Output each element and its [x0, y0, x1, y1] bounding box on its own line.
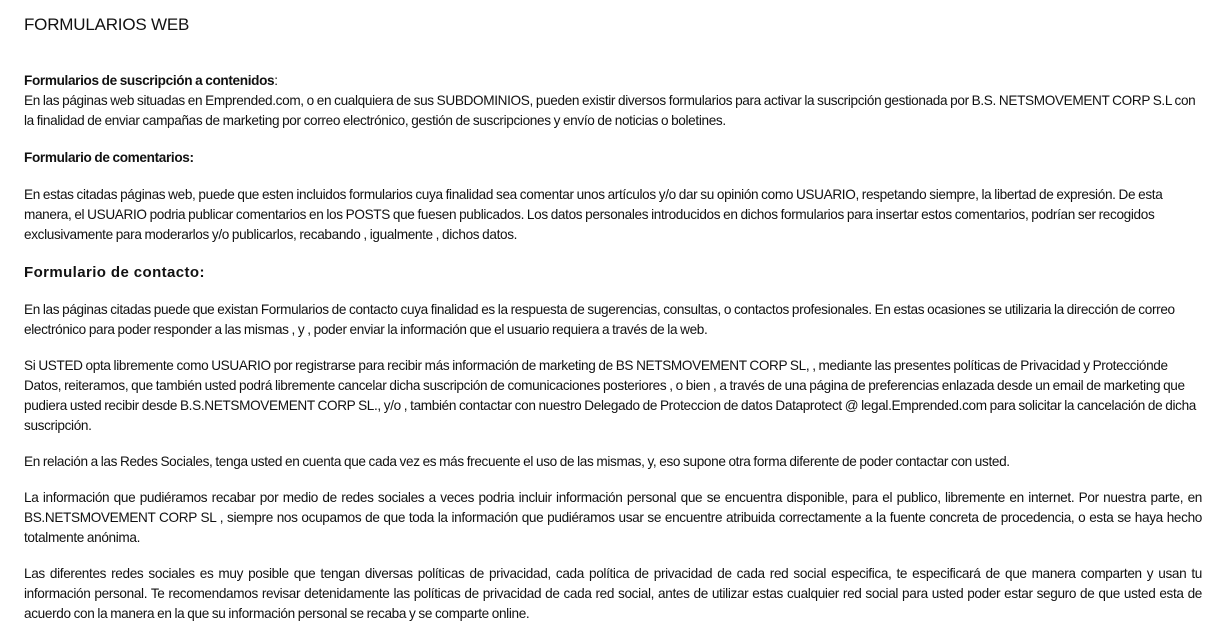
- section-comentarios: [24, 148, 1202, 245]
- section-contacto: [24, 263, 1202, 624]
- contacto-heading: Formulario de contacto:: [24, 264, 205, 281]
- suscripcion-heading-colon: :: [274, 73, 278, 88]
- suscripcion-heading-line: [24, 71, 1202, 91]
- contacto-paragraph-1: En las páginas citadas puede que existan Formularios de contacto cuya finalidad es la respuesta de sugerencias, consultas, o contactos profesionales. En estas ocasiones se utilizaria la dirección de correo electrónico para poder responder a las mismas , y , poder enviar la información que el usuario requiera a través de la web.: [24, 302, 1175, 337]
- suscripcion-heading: Formularios de suscripción a contenidos: [24, 73, 275, 88]
- section-suscripcion: [24, 71, 1202, 131]
- contacto-paragraph-2: Si USTED opta libremente como USUARIO por registrarse para recibir más información de marketing de BS NETSMOVEMENT CORP SL, , mediante las presentes políticas de Privacidad y Protecciónde Datos, reiteramos, que también usted podrá libremente cancelar dicha suscripción de comunicaciones posteriores , o bien , a través de una página de preferencias enlazada desde un email de marketing que pudiera usted recibir desde B.S.NETSMOVEMENT CORP SL., y/o , también contactar con nuestro Delegado de Proteccion de datos Dataprotect @ legal.Emprended.com para solicitar la cancelación de dicha suscripción.: [24, 358, 1196, 433]
- comentarios-text: En estas citadas páginas web, puede que esten incluidos formularios cuya finalidad sea comentar unos artículos y/o dar su opinión como USUARIO, respetando siempre, la libertad de expresión. De esta manera, el USUARIO podria publicar comentarios en los POSTS que fuesen publicados. Los datos personales introducidos en dichos formularios para insertar estos comentarios, podrían ser recogidos exclusivamente para moderarlos y/o publicarlos, recabando , igualmente , dichos datos.: [24, 187, 1163, 242]
- comentarios-heading: Formulario de comentarios:: [24, 150, 194, 165]
- contacto-paragraph-4: La información que pudiéramos recabar por medio de redes sociales a veces podria incluir información personal que se encuentra disponible, para el publico, libremente en internet. Por nuestra parte, en BS.NETSMOVEMENT CORP SL , siempre nos ocupamos de que toda la información que pudiéramos usar se encuentre atribuida correctamente a la fuente concreta de procedencia, o esta se haya hecho totalmente anónima.: [24, 490, 1202, 545]
- contacto-paragraph-3: En relación a las Redes Sociales, tenga usted en cuenta que cada vez es más frecuente el uso de las mismas, y, eso supone otra forma diferente de poder contactar con usted.: [24, 454, 1010, 469]
- page-title: FORMULARIOS WEB: [24, 15, 190, 34]
- contacto-paragraph-5: Las diferentes redes sociales es muy posible que tengan diversas políticas de privacidad, cada política de privacidad de cada red social especifica, te especificará de que manera comparten y usan tu información personal. Te recomendamos revisar detenidamente las políticas de privacidad de cada red social, antes de utilizar estas cualquier red social para usted poder estar seguro de que usted esta de acuerdo con la manera en la que su información personal se recaba y se comparte online.: [24, 566, 1202, 621]
- suscripcion-text: En las páginas web situadas en Emprended.com, o en cualquiera de sus SUBDOMINIOS, pueden existir diversos formularios para activar la suscripción gestionada por B.S. NETSMOVEMENT CORP S.L con la finalidad de enviar campañas de marketing por correo electrónico, gestión de suscripciones y envío de noticias o boletines.: [24, 93, 1196, 128]
